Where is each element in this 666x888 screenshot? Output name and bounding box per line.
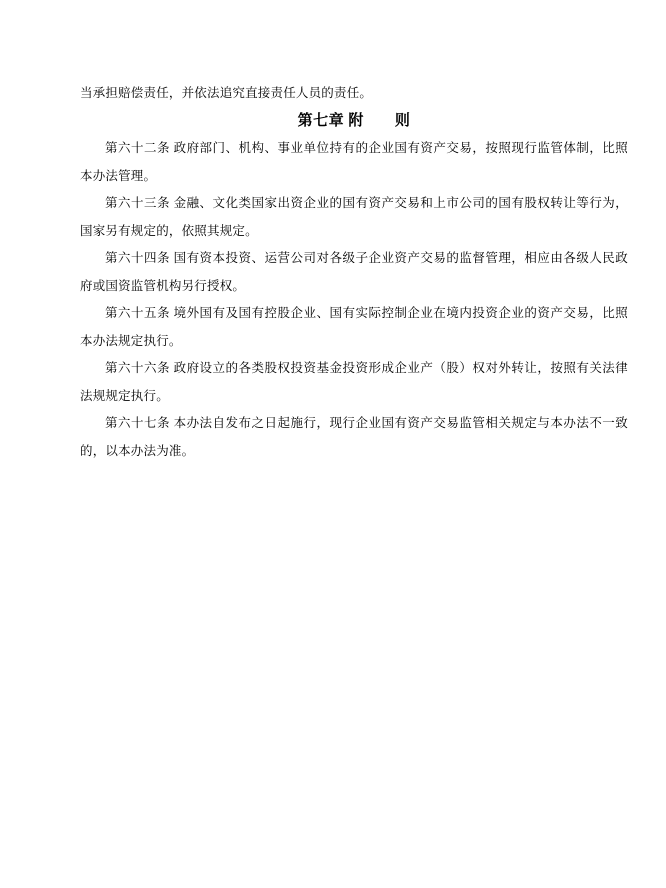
article-67: 第六十七条 本办法自发布之日起施行，现行企业国有资产交易监管相关规定与本办法不一致的，以本办法为准。 bbox=[80, 416, 628, 458]
chapter-heading: 第七章 附 则 bbox=[297, 112, 411, 129]
article-66: 第六十六条 政府设立的各类股权投资基金投资形成企业产（股）权对外转让，按照有关法律法规规定执行。 bbox=[80, 361, 628, 403]
paragraph-continuation: 当承担赔偿责任，并依法追究直接责任人员的责任。 bbox=[80, 86, 373, 100]
article-64: 第六十四条 国有资本投资、运营公司对各级子企业资产交易的监督管理，相应由各级人民政府或国资监管机构另行授权。 bbox=[80, 251, 628, 293]
article-65: 第六十五条 境外国有及国有控股企业、国有实际控制企业在境内投资企业的资产交易，比照本办法规定执行。 bbox=[80, 306, 628, 348]
article-62: 第六十二条 政府部门、机构、事业单位持有的企业国有资产交易，按照现行监管体制，比照本办法管理。 bbox=[80, 141, 628, 183]
article-63: 第六十三条 金融、文化类国家出资企业的国有资产交易和上市公司的国有股权转让等行为，国家另有规定的，依照其规定。 bbox=[80, 196, 628, 238]
